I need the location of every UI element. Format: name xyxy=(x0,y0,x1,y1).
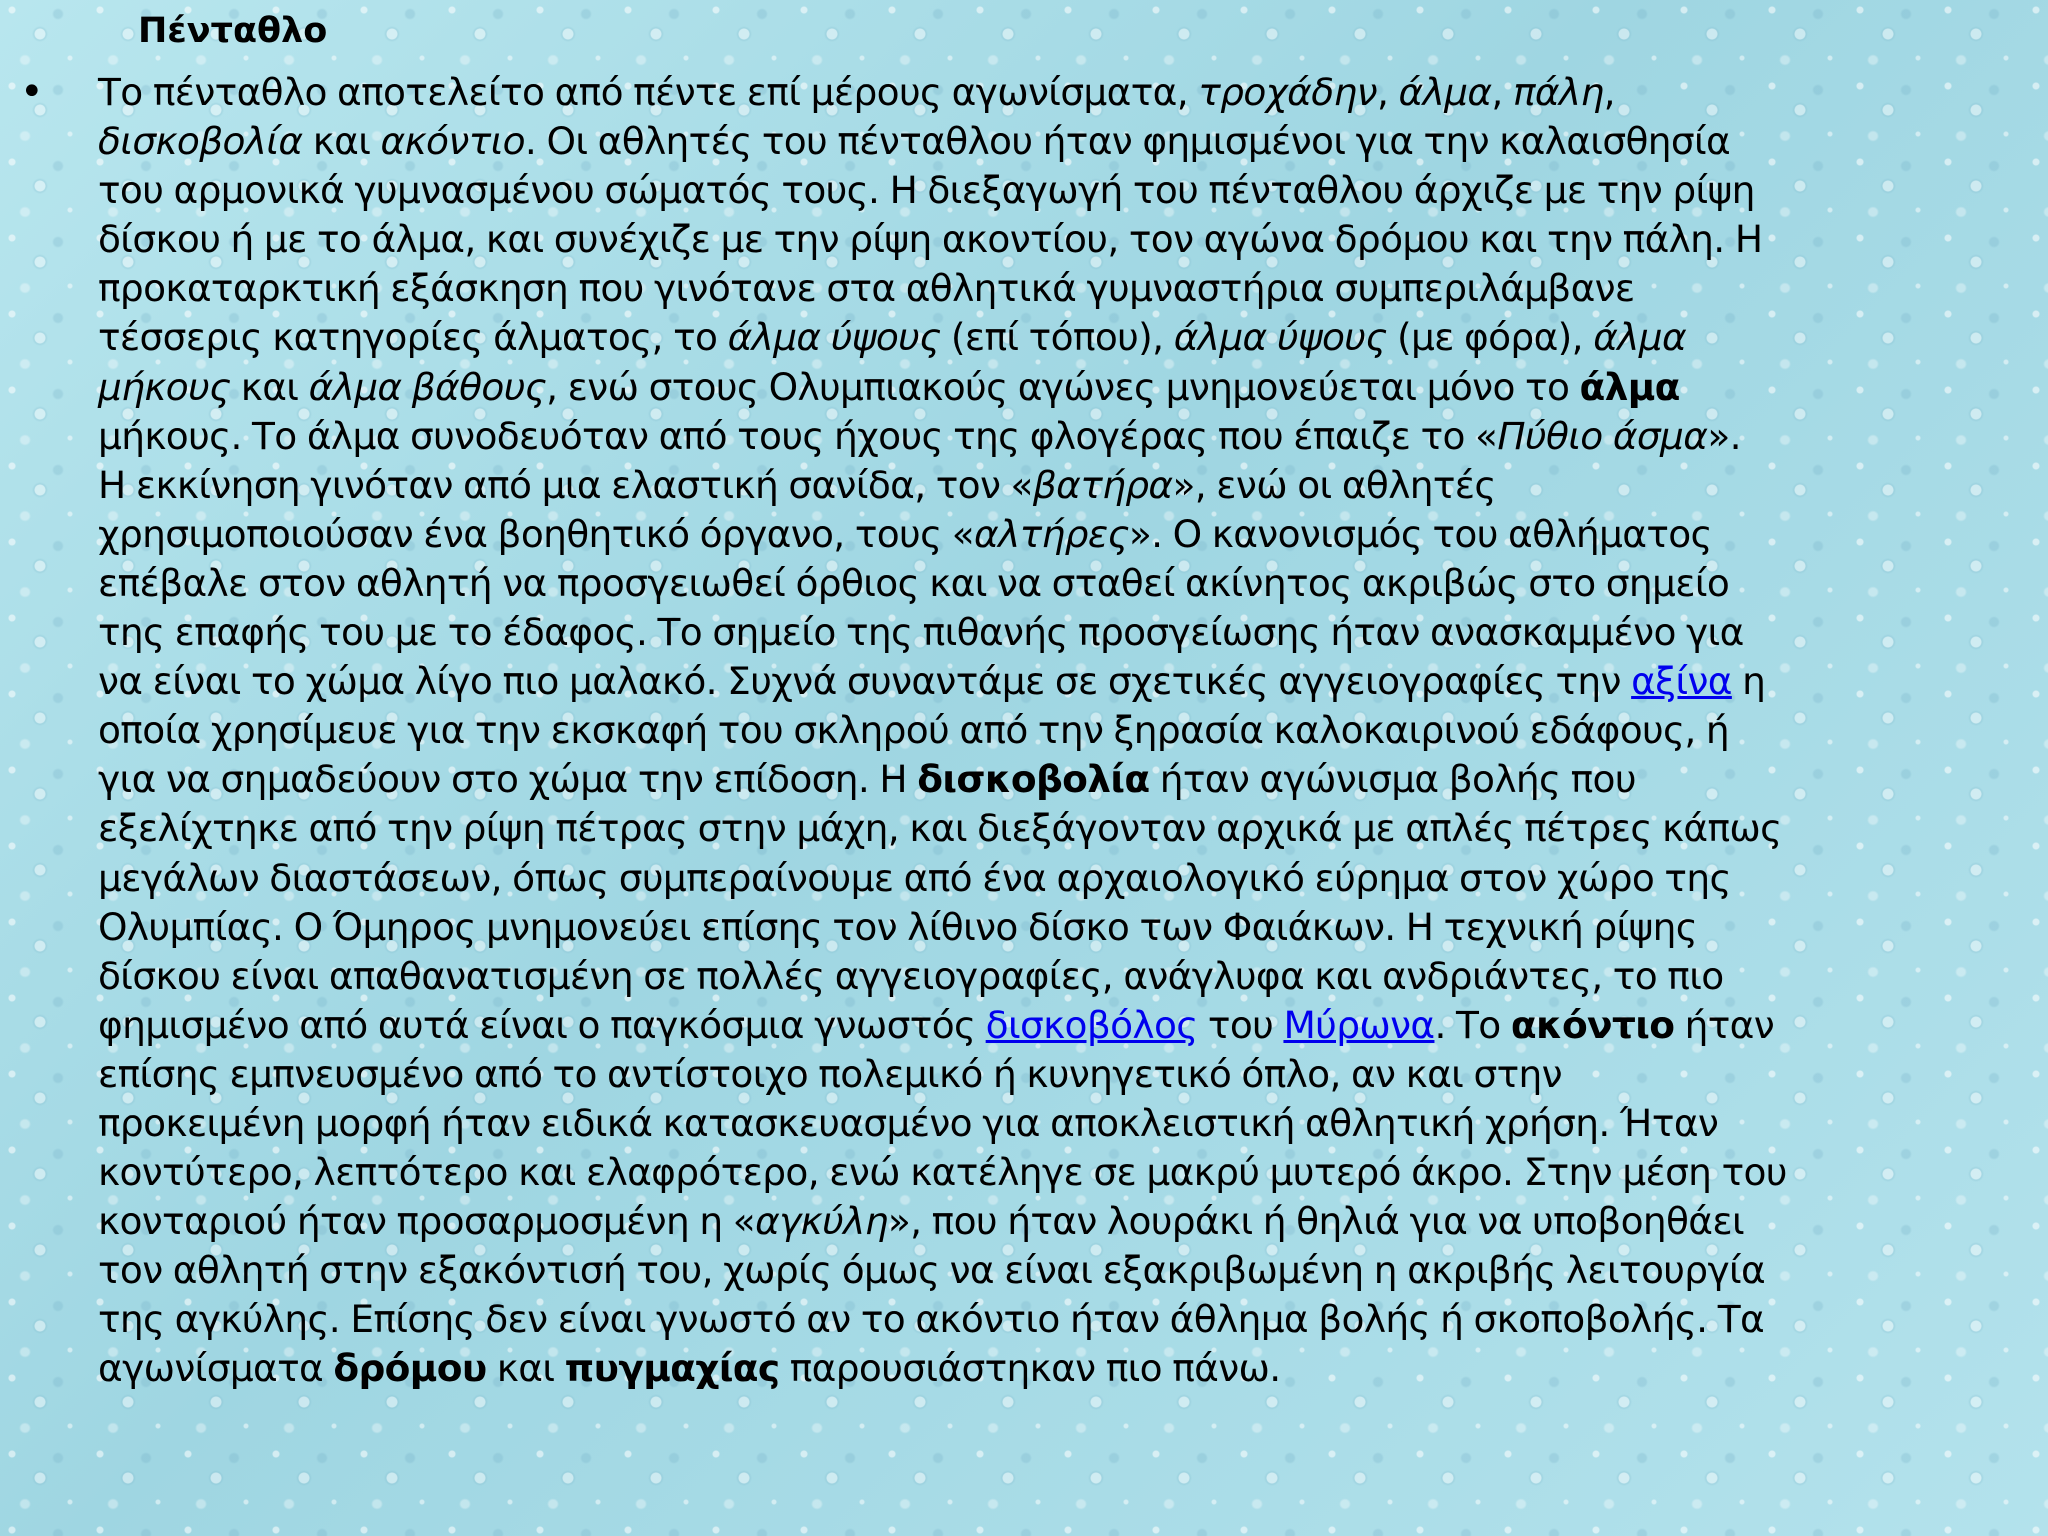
text-run: μεγάλων διαστάσεων, όπως συμπεραίνουμε από ένα αρχαιολογικό εύρημα στον χώρο της xyxy=(98,855,1731,900)
text-run: και xyxy=(486,1346,565,1391)
text-line xyxy=(98,1001,2033,1050)
bold-term: ακόντιο xyxy=(1510,1002,1675,1047)
text-line xyxy=(98,1050,2033,1099)
text-line xyxy=(98,1148,2033,1197)
text-line xyxy=(98,608,2033,657)
italic-term: πάλη xyxy=(1512,70,1604,114)
italic-term: ακόντιο xyxy=(380,119,525,164)
text-run: χρησιμοποιούσαν ένα βοηθητικό όργανο, τους « xyxy=(98,511,975,556)
text-run: της αγκύλης. Επίσης δεν είναι γνωστό αν το ακόντιο ήταν άθλημα βολής ή σκοποβολής. Τα xyxy=(98,1297,1765,1342)
text-run: Ολυμπίας. Ο Όμηρος μνημονεύει επίσης τον λίθινο δίσκο των Φαιάκων. Η τεχνική ρίψης xyxy=(98,904,1698,949)
text-run: να είναι το χώμα λίγο πιο μαλακό. Συχνά συναντάμε σε σχετικές αγγειογραφίες την xyxy=(98,659,1632,704)
text-line xyxy=(98,657,2033,706)
text-line xyxy=(98,461,2033,510)
italic-term: άλμα xyxy=(1593,315,1687,360)
text-line xyxy=(98,1099,2033,1148)
text-line xyxy=(98,854,2033,903)
text-run: προκαταρκτική εξάσκηση που γινότανε στα αθλητικά γυμναστήρια συμπεριλάμβανε xyxy=(98,266,1635,311)
text-line xyxy=(98,804,2033,853)
hyperlink[interactable]: Μύρωνα xyxy=(1283,1002,1435,1047)
text-run: Το πένταθλο αποτελείτο από πέντε επί μέρους αγωνίσματα, xyxy=(98,70,1199,114)
text-run: τέσσερις κατηγορίες άλματος, το xyxy=(98,315,728,360)
text-run: κοντύτερο, λεπτότερο και ελαφρότερο, ενώ κατέληγε σε μακρύ μυτερό άκρο. Στην μέση του xyxy=(98,1150,1787,1195)
text-line xyxy=(98,363,2033,412)
italic-term: αλτήρες xyxy=(974,511,1129,556)
text-run: ». xyxy=(1707,413,1741,458)
text-line xyxy=(98,313,2033,362)
hyperlink[interactable]: αξίνα xyxy=(1631,659,1732,704)
text-line xyxy=(98,117,2033,166)
text-line xyxy=(98,68,2033,117)
text-run: δίσκου είναι απαθανατισμένη σε πολλές αγγειογραφίες, ανάγλυφα και ανδριάντες, το πιο xyxy=(98,953,1724,998)
text-run: οποία χρησίμευε για την εκσκαφή του σκληρού από την ξηρασία καλοκαιρινού εδάφους, ή xyxy=(98,708,1730,753)
text-run: , ενώ στους Ολυμπιακούς αγώνες μνημονεύεται μόνο το xyxy=(546,364,1580,409)
text-line xyxy=(98,1344,2033,1393)
text-line xyxy=(98,952,2033,1001)
italic-term: δισκοβολία xyxy=(98,119,303,164)
text-run: ήταν αγώνισμα βολής που xyxy=(1149,757,1636,802)
bold-term: δρόμου xyxy=(333,1346,487,1391)
italic-term: άλμα ύψους xyxy=(1173,315,1387,360)
text-line xyxy=(98,412,2033,461)
italic-term: βατήρα xyxy=(1032,462,1173,507)
text-run: Η εκκίνηση γινόταν από μια ελαστική σανίδα, τον « xyxy=(98,462,1033,507)
italic-term: Πύθιο άσμα xyxy=(1497,413,1708,458)
text-run: επέβαλε στον αθλητή να προσγειωθεί όρθιος και να σταθεί ακίνητος ακριβώς στο σημείο xyxy=(98,560,1730,605)
text-run: (με φόρα), xyxy=(1386,315,1594,360)
text-line xyxy=(98,510,2033,559)
bullet-marker: • xyxy=(20,69,44,115)
text-run: για να σημαδεύουν στο χώμα την επίδοση. Η xyxy=(98,757,918,802)
text-run: του αρμονικά γυμνασμένου σώματός τους. Η διεξαγωγή του πένταθλου άρχιζε με την ρίψη xyxy=(98,168,1755,213)
text-run: και xyxy=(302,119,381,164)
text-run: δίσκου ή με το άλμα, και συνέχιζε με την ρίψη ακοντίου, τον αγώνα δρόμου και την πάλη. Η xyxy=(98,217,1763,262)
text-run: μήκους. Το άλμα συνοδευόταν από τους ήχους της φλογέρας που έπαιζε το « xyxy=(98,413,1498,458)
text-run: », ενώ οι αθλητές xyxy=(1172,462,1496,507)
text-run: του xyxy=(1197,1002,1284,1047)
body-paragraph xyxy=(98,68,2033,1394)
text-line xyxy=(98,215,2033,264)
text-run: (επί τόπου), xyxy=(940,315,1174,360)
bold-term: δισκοβολία xyxy=(917,757,1150,802)
text-line xyxy=(98,903,2033,952)
text-run: επίσης εμπνευσμένο από το αντίστοιχο πολεμικό ή κυνηγετικό όπλο, αν και στην xyxy=(98,1051,1562,1096)
text-run: αγωνίσματα xyxy=(98,1346,334,1391)
text-run: εξελίχτηκε από την ρίψη πέτρας στην μάχη, και διεξάγονταν αρχικά με απλές πέτρες κάπως xyxy=(98,806,1782,851)
text-run: παρουσιάστηκαν πιο πάνω. xyxy=(779,1346,1281,1391)
italic-term: άλμα xyxy=(1398,70,1492,114)
text-line xyxy=(98,1295,2033,1344)
italic-term: τροχάδην xyxy=(1198,70,1377,114)
text-run: προκειμένη μορφή ήταν ειδικά κατασκευασμένο για αποκλειστική αθλητική χρήση. Ήταν xyxy=(98,1100,1719,1145)
text-line xyxy=(98,1246,2033,1295)
text-run: . Το xyxy=(1434,1002,1511,1047)
text-run: , xyxy=(1603,70,1615,114)
text-run: και xyxy=(230,364,309,409)
text-run: η xyxy=(1731,659,1766,704)
italic-term: άλμα ύψους xyxy=(727,315,941,360)
text-line xyxy=(98,706,2033,755)
text-run: ήταν xyxy=(1674,1002,1774,1047)
italic-term: αγκύλη xyxy=(755,1199,888,1244)
text-line xyxy=(98,755,2033,804)
bold-term: πυγμαχίας xyxy=(564,1346,780,1391)
bold-term: άλμα xyxy=(1579,364,1680,409)
italic-term: άλμα βάθους xyxy=(308,364,547,409)
slide-title: Πένταθλο xyxy=(138,11,328,51)
text-run: τον αθλητή στην εξακόντισή του, χωρίς όμως να είναι εξακριβωμένη η ακριβής λειτουργία xyxy=(98,1248,1766,1293)
text-run: ». Ο κανονισμός του αθλήματος xyxy=(1128,511,1712,556)
text-run: της επαφής του με το έδαφος. Το σημείο της πιθανής προσγείωσης ήταν ανασκαμμένο για xyxy=(98,610,1744,655)
text-run: , xyxy=(1491,70,1513,114)
italic-term: μήκους xyxy=(98,364,231,409)
text-line xyxy=(98,166,2033,215)
text-run: κονταριού ήταν προσαρμοσμένη η « xyxy=(98,1199,756,1244)
text-run: . Οι αθλητές του πένταθλου ήταν φημισμένοι για την καλαισθησία xyxy=(524,119,1731,164)
text-run: φημισμένο από αυτά είναι ο παγκόσμια γνωστός xyxy=(98,1002,986,1047)
hyperlink[interactable]: δισκοβόλος xyxy=(985,1002,1198,1047)
text-run: », που ήταν λουράκι ή θηλιά για να υποβοηθάει xyxy=(887,1199,1745,1244)
text-run: , xyxy=(1376,70,1399,114)
text-line xyxy=(98,559,2033,608)
text-line xyxy=(98,1197,2033,1246)
text-line xyxy=(98,264,2033,313)
